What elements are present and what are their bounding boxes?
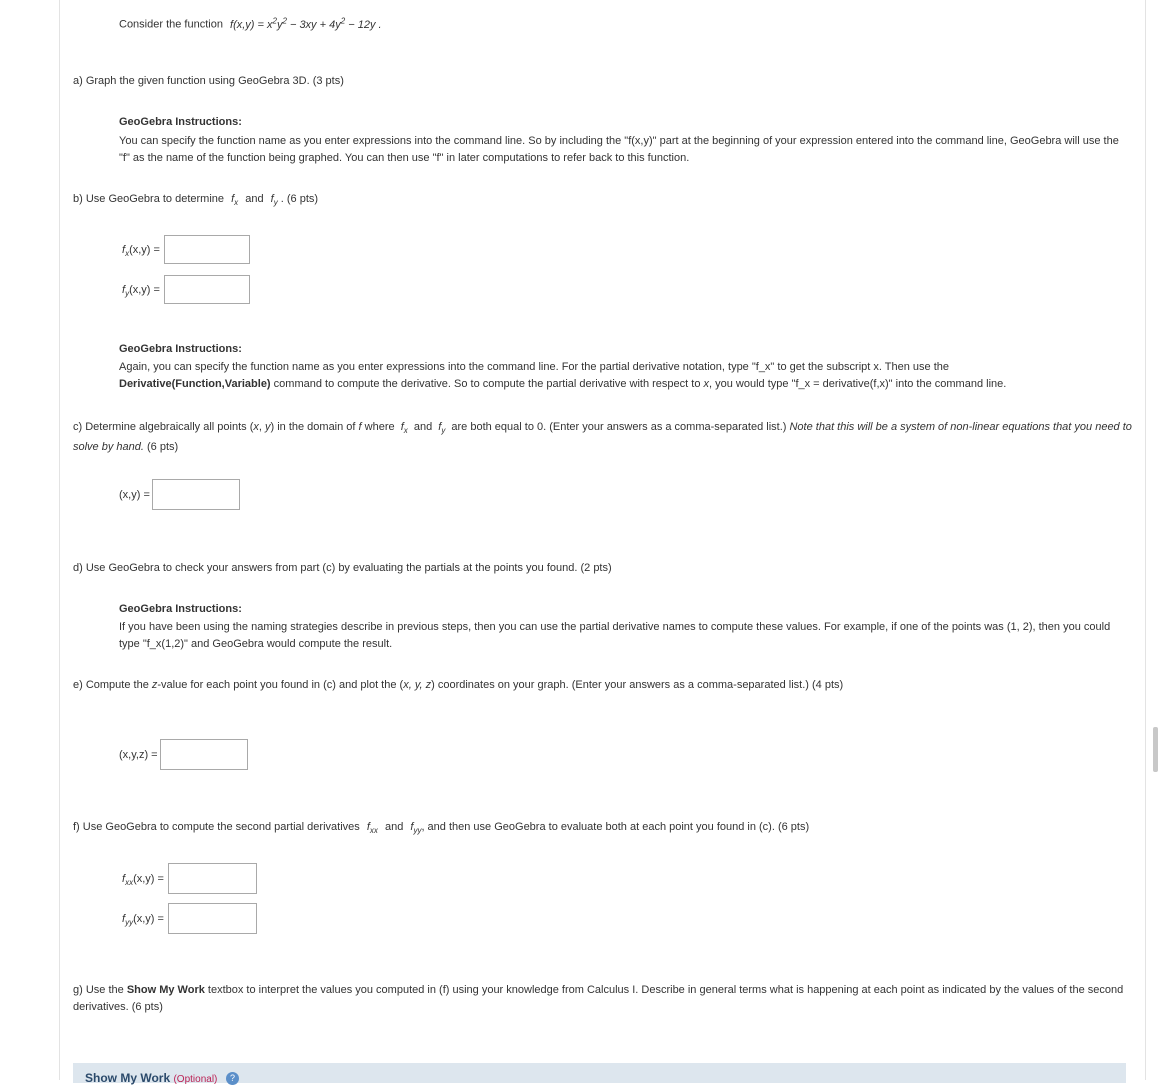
and-text: and <box>413 421 433 433</box>
exp: 2 <box>272 16 277 25</box>
fx-answer-input[interactable] <box>164 235 250 264</box>
text: ) in the domain of <box>270 421 359 433</box>
title-text: Show My Work <box>85 1071 171 1085</box>
and-text: and <box>245 193 264 205</box>
sub: x <box>403 426 408 436</box>
fyy-symbol <box>410 821 422 836</box>
fyy-label <box>122 913 164 927</box>
and-text: and <box>384 821 404 833</box>
function-expression <box>230 16 382 31</box>
f: f <box>122 873 126 885</box>
part-c <box>73 419 1133 456</box>
text: , and then use GeoGebra to evaluate both at each point you found in (c). (6 pts) <box>421 821 810 833</box>
f: f <box>122 913 126 925</box>
text: (6 pts) <box>143 441 179 454</box>
text: c) Determine algebraically all points ( <box>73 421 254 433</box>
xy-answer-input[interactable] <box>152 479 240 510</box>
part-d: d) Use GeoGebra to check your answers from part (c) by evaluating the partials at the points you found. (2 pts) <box>73 562 612 574</box>
text: where <box>361 421 395 433</box>
part-f <box>73 821 809 835</box>
scrollbar-thumb[interactable] <box>1153 727 1158 772</box>
xyz-label: (x,y,z) = <box>119 749 158 761</box>
sub: xx <box>369 826 378 836</box>
help-icon[interactable]: ? <box>226 1072 239 1085</box>
part-a: a) Graph the given function using GeoGebra 3D. (3 pts) <box>73 75 344 87</box>
part-e <box>73 679 843 691</box>
coords: x, y, z <box>403 679 432 691</box>
fxx-answer-input[interactable] <box>168 863 257 894</box>
f: f <box>122 244 126 256</box>
fx-symbol <box>231 193 239 208</box>
rest: (x,y) = <box>129 284 160 296</box>
var-f: f <box>358 421 362 433</box>
expr-part: − 3xy + 4y <box>286 18 341 31</box>
bold-text: Show My Work <box>126 984 205 996</box>
show-my-work-bar[interactable] <box>73 1063 1126 1083</box>
intro-lead: Consider the function <box>119 18 223 31</box>
var-y: y <box>264 421 271 433</box>
text: g) Use the <box>73 984 127 996</box>
bold-command: Derivative(Function,Variable) <box>119 378 271 390</box>
instructions-body: If you have been using the naming strategies describe in previous steps, then you can use the partial derivative names to compute these values. For example, if one of the points was (1, 2), then you could type "f_x(1,2)" and GeoGebra would compute the result. <box>119 621 1111 650</box>
exp: 2 <box>340 16 346 25</box>
text: -value for each point you found in (c) and plot the ( <box>157 679 404 691</box>
text: f) Use GeoGebra to compute the second partial derivatives <box>73 821 360 833</box>
part-b-lead: b) Use GeoGebra to determine <box>73 193 225 205</box>
fx-symbol <box>400 421 408 436</box>
var-x: x <box>703 378 709 390</box>
sub: yy <box>413 826 422 836</box>
show-my-work-title[interactable] <box>85 1071 217 1085</box>
sub: y <box>125 289 130 299</box>
instructions-body: You can specify the function name as you enter expressions into the command line. So by including the "f(x,y)" part at the beginning of your expression entered into the command line, GeoGebra will use the "f" as the name of the function being graphed. You can then use "f" in later computations to refer back to this function. <box>119 135 1119 164</box>
rest: (x,y) = <box>133 873 164 885</box>
xy-label: (x,y) = <box>119 489 150 501</box>
fy-symbol <box>270 193 278 208</box>
fy-label <box>122 284 160 298</box>
fxx-label <box>122 873 164 887</box>
sub: yy <box>125 918 134 928</box>
text: ) coordinates on your graph. (Enter your answers as a comma-separated list.) (4 pts) <box>431 679 844 691</box>
optional-text: (Optional) <box>173 1074 218 1085</box>
sub: y <box>273 198 278 208</box>
f: f <box>410 821 414 833</box>
fy-symbol <box>438 421 446 436</box>
text: e) Compute the <box>73 679 152 691</box>
fy-answer-input[interactable] <box>164 275 250 304</box>
exp: 2 <box>282 16 287 25</box>
f: f <box>231 193 235 205</box>
var-x: x <box>253 421 259 433</box>
fx-label <box>122 244 160 258</box>
expr-part: y <box>276 18 283 31</box>
f: f <box>400 421 404 433</box>
rest: (x,y) = <box>133 913 164 925</box>
text: are both equal to 0. (Enter your answers as a comma-separated list.) <box>451 421 790 433</box>
instructions-line <box>119 378 1006 390</box>
sub: y <box>441 426 446 436</box>
note: Note that this will be a system of non-linear equations that you need to solve by hand. <box>73 421 1132 454</box>
f: f <box>438 421 442 433</box>
instructions-heading: GeoGebra Instructions: <box>119 116 242 128</box>
f: f <box>122 284 126 296</box>
sub: x <box>234 198 239 208</box>
function-statement <box>119 16 382 31</box>
expr-part: f(x,y) = x <box>230 18 273 31</box>
f: f <box>270 193 274 205</box>
instructions-heading: GeoGebra Instructions: <box>119 343 242 355</box>
fxx-symbol <box>366 821 378 836</box>
fyy-answer-input[interactable] <box>168 903 257 934</box>
var-z: z <box>151 679 158 691</box>
part-b <box>73 193 318 207</box>
part-b-tail: . (6 pts) <box>280 193 319 205</box>
instructions-line: Again, you can specify the function name as you enter expressions into the command line. For the partial derivative notation, type "f_x" to get the subscript x. Then use the <box>119 361 950 373</box>
expr-part: − 12y . <box>345 18 382 31</box>
text: textbox to interpret the values you computed in (f) using your knowledge from Calculus I. Describe in general terms what is happening at each point as indicated by the values of the second derivatives. (6 pts) <box>73 984 1124 1013</box>
text: , <box>258 421 265 433</box>
sub: x <box>125 249 130 259</box>
text: , you would type "f_x = derivative(f,x)" into the command line. <box>709 378 1007 390</box>
f: f <box>366 821 370 833</box>
part-g <box>73 982 1133 1016</box>
instructions-heading: GeoGebra Instructions: <box>119 603 242 615</box>
text: command to compute the derivative. So to compute the partial derivative with respect to <box>270 378 704 390</box>
xyz-answer-input[interactable] <box>160 739 248 770</box>
rest: (x,y) = <box>129 244 160 256</box>
sub: xx <box>125 878 134 888</box>
